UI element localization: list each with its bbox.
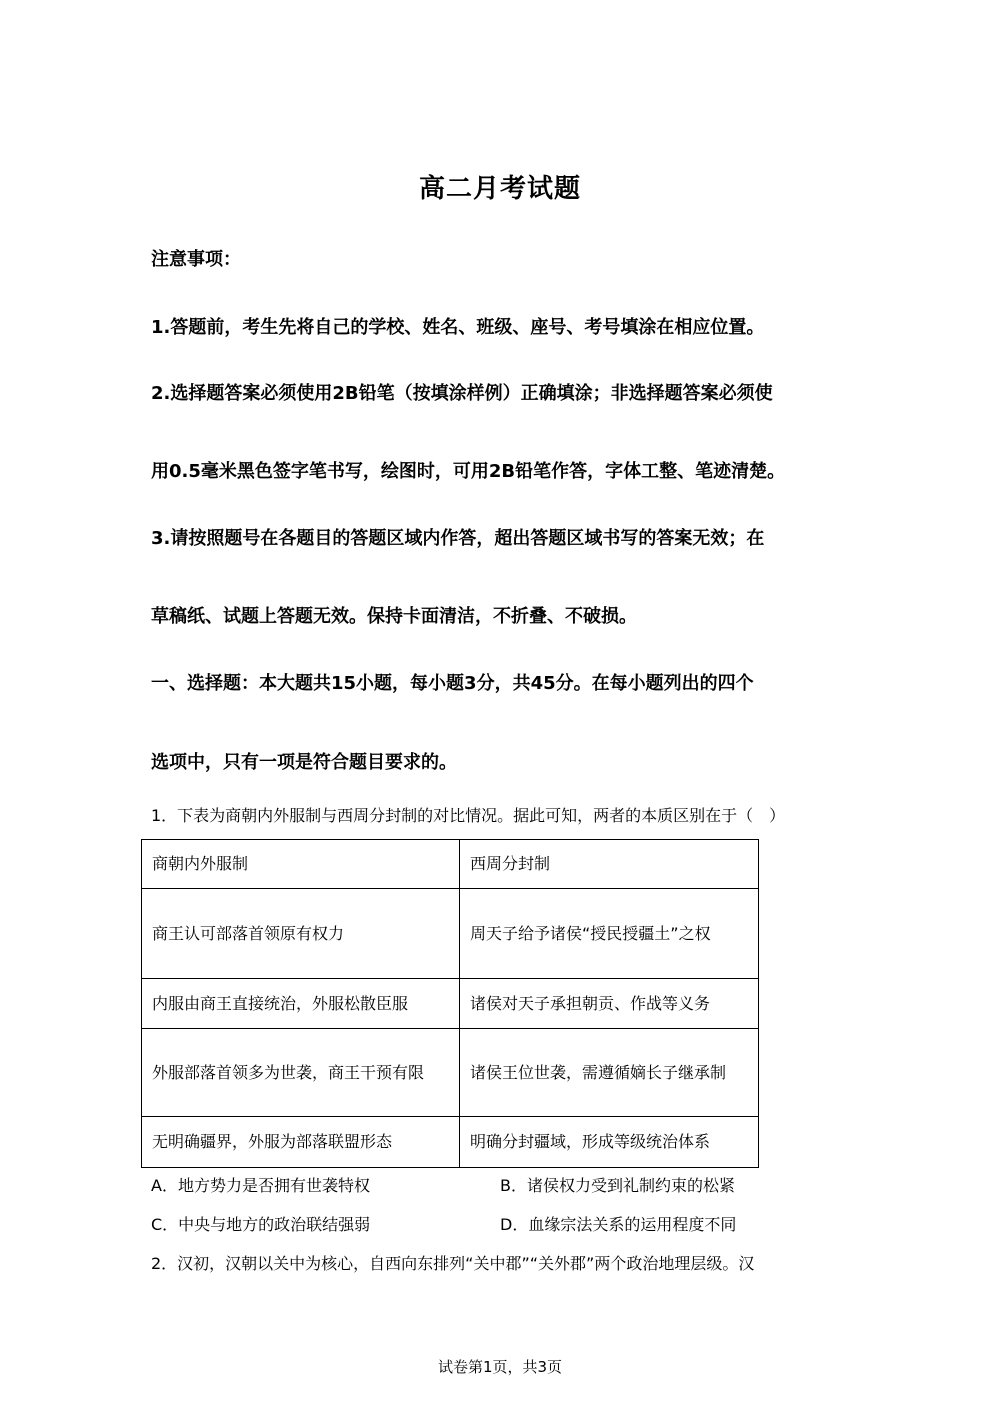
comparison-table bbox=[141, 839, 759, 1168]
table-cell: 周天子给予诸侯“授民授疆土”之权 bbox=[460, 889, 759, 979]
notice-line-2: 2.选择题答案必须使用2B铅笔（按填涂样例）正确填涂；非选择题答案必须使 bbox=[151, 383, 773, 404]
section-heading-line-2: 选项中，只有一项是符合题目要求的。 bbox=[151, 752, 457, 773]
table-cell: 商王认可部落首领原有权力 bbox=[142, 889, 460, 979]
table-row bbox=[142, 1029, 759, 1117]
notice-heading: 注意事项： bbox=[151, 249, 241, 270]
table-row bbox=[142, 979, 759, 1029]
notice-line-5: 草稿纸、试题上答题无效。保持卡面清洁，不折叠、不破损。 bbox=[151, 606, 637, 627]
notice-line-4: 3.请按照题号在各题目的答题区域内作答，超出答题区域书写的答案无效；在 bbox=[151, 528, 765, 549]
question-2-stem: 2．汉初，汉朝以关中为核心，自西向东排列“关中郡”“关外郡”两个政治地理层级。汉 bbox=[151, 1254, 755, 1273]
table-header-cell: 西周分封制 bbox=[460, 840, 759, 889]
table-cell: 外服部落首领多为世袭，商王干预有限 bbox=[142, 1029, 460, 1117]
table-cell: 明确分封疆域，形成等级统治体系 bbox=[460, 1117, 759, 1168]
option-c: C．中央与地方的政治联结强弱 bbox=[151, 1215, 371, 1234]
table-header-row bbox=[142, 840, 759, 889]
table-cell: 无明确疆界，外服为部落联盟形态 bbox=[142, 1117, 460, 1168]
notice-line-3: 用0.5毫米黑色签字笔书写，绘图时，可用2B铅笔作答，字体工整、笔迹清楚。 bbox=[151, 461, 786, 482]
table-cell: 诸侯对天子承担朝贡、作战等义务 bbox=[460, 979, 759, 1029]
table-header-cell: 商朝内外服制 bbox=[142, 840, 460, 889]
question-1-stem: 1．下表为商朝内外服制与西周分封制的对比情况。据此可知，两者的本质区别在于（ ） bbox=[151, 806, 786, 825]
notice-line-1: 1.答题前，考生先将自己的学校、姓名、班级、座号、考号填涂在相应位置。 bbox=[151, 317, 765, 338]
option-b: B．诸侯权力受到礼制约束的松紧 bbox=[500, 1176, 735, 1195]
table-row bbox=[142, 889, 759, 979]
section-heading-line-1: 一、选择题：本大题共15小题，每小题3分，共45分。在每小题列出的四个 bbox=[151, 673, 754, 694]
page-footer: 试卷第1页，共3页 bbox=[437, 1358, 563, 1376]
table-cell: 诸侯王位世袭，需遵循嫡长子继承制 bbox=[460, 1029, 759, 1117]
option-a: A．地方势力是否拥有世袭特权 bbox=[151, 1176, 370, 1195]
page-title: 高二月考试题 bbox=[418, 174, 581, 204]
table-row bbox=[142, 1117, 759, 1168]
table-cell: 内服由商王直接统治，外服松散臣服 bbox=[142, 979, 460, 1029]
option-d: D．血缘宗法关系的运用程度不同 bbox=[500, 1215, 737, 1234]
